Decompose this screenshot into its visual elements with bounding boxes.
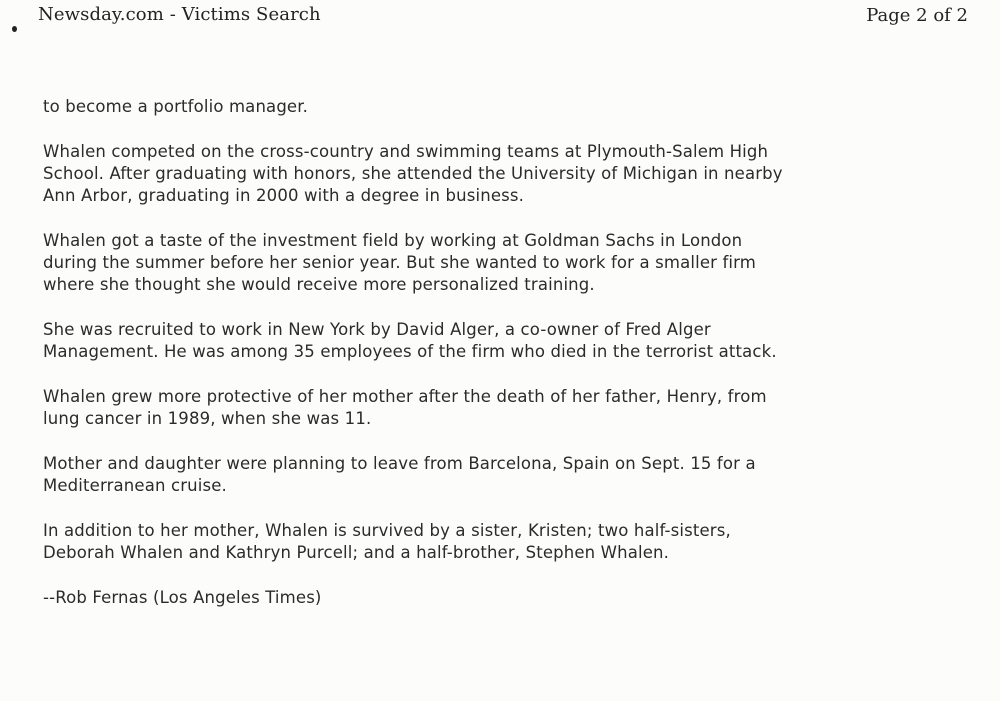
article-body: [43, 96, 903, 632]
paragraph-line: during the summer before her senior year. But she wanted to work for a smaller firm: [43, 253, 757, 272]
paragraph-line: Ann Arbor, graduating in 2000 with a degree in business.: [43, 186, 525, 205]
paragraph-3: [43, 230, 903, 296]
paragraph-4: [43, 319, 903, 363]
paragraph-line: Mediterranean cruise.: [43, 476, 227, 495]
paragraph-line: Deborah Whalen and Kathryn Purcell; and a half-brother, Stephen Whalen.: [43, 543, 670, 562]
paragraph-7: [43, 520, 903, 564]
paragraph-line: She was recruited to work in New York by David Alger, a co-owner of Fred Alger: [43, 320, 711, 339]
paragraph-line: Management. He was among 35 employees of the firm who died in the terrorist attack.: [43, 342, 777, 361]
page-header-title: Newsday.com - Victims Search: [38, 4, 321, 25]
paragraph-5: [43, 386, 903, 430]
article-signature: --Rob Fernas (Los Angeles Times): [43, 588, 322, 607]
paragraph-line: Whalen grew more protective of her mother after the death of her father, Henry, from: [43, 387, 767, 406]
page-indicator: Page 2 of 2: [866, 5, 968, 26]
bullet-icon: [12, 26, 17, 32]
paragraph-line: where she thought she would receive more personalized training.: [43, 275, 595, 294]
paragraph-line: In addition to her mother, Whalen is survived by a sister, Kristen; two half-sisters,: [43, 521, 731, 540]
paragraph-1: [43, 96, 903, 118]
paragraph-line: Mother and daughter were planning to leave from Barcelona, Spain on Sept. 15 for a: [43, 454, 756, 473]
paragraph-2: [43, 141, 903, 207]
paragraph-line: lung cancer in 1989, when she was 11.: [43, 409, 372, 428]
paragraph-line: to become a portfolio manager.: [43, 97, 309, 116]
paragraph-line: School. After graduating with honors, she attended the University of Michigan in nearby: [43, 164, 783, 183]
paragraph-line: Whalen got a taste of the investment field by working at Goldman Sachs in London: [43, 231, 743, 250]
paragraph-line: Whalen competed on the cross-country and swimming teams at Plymouth-Salem High: [43, 142, 769, 161]
paragraph-6: [43, 453, 903, 497]
